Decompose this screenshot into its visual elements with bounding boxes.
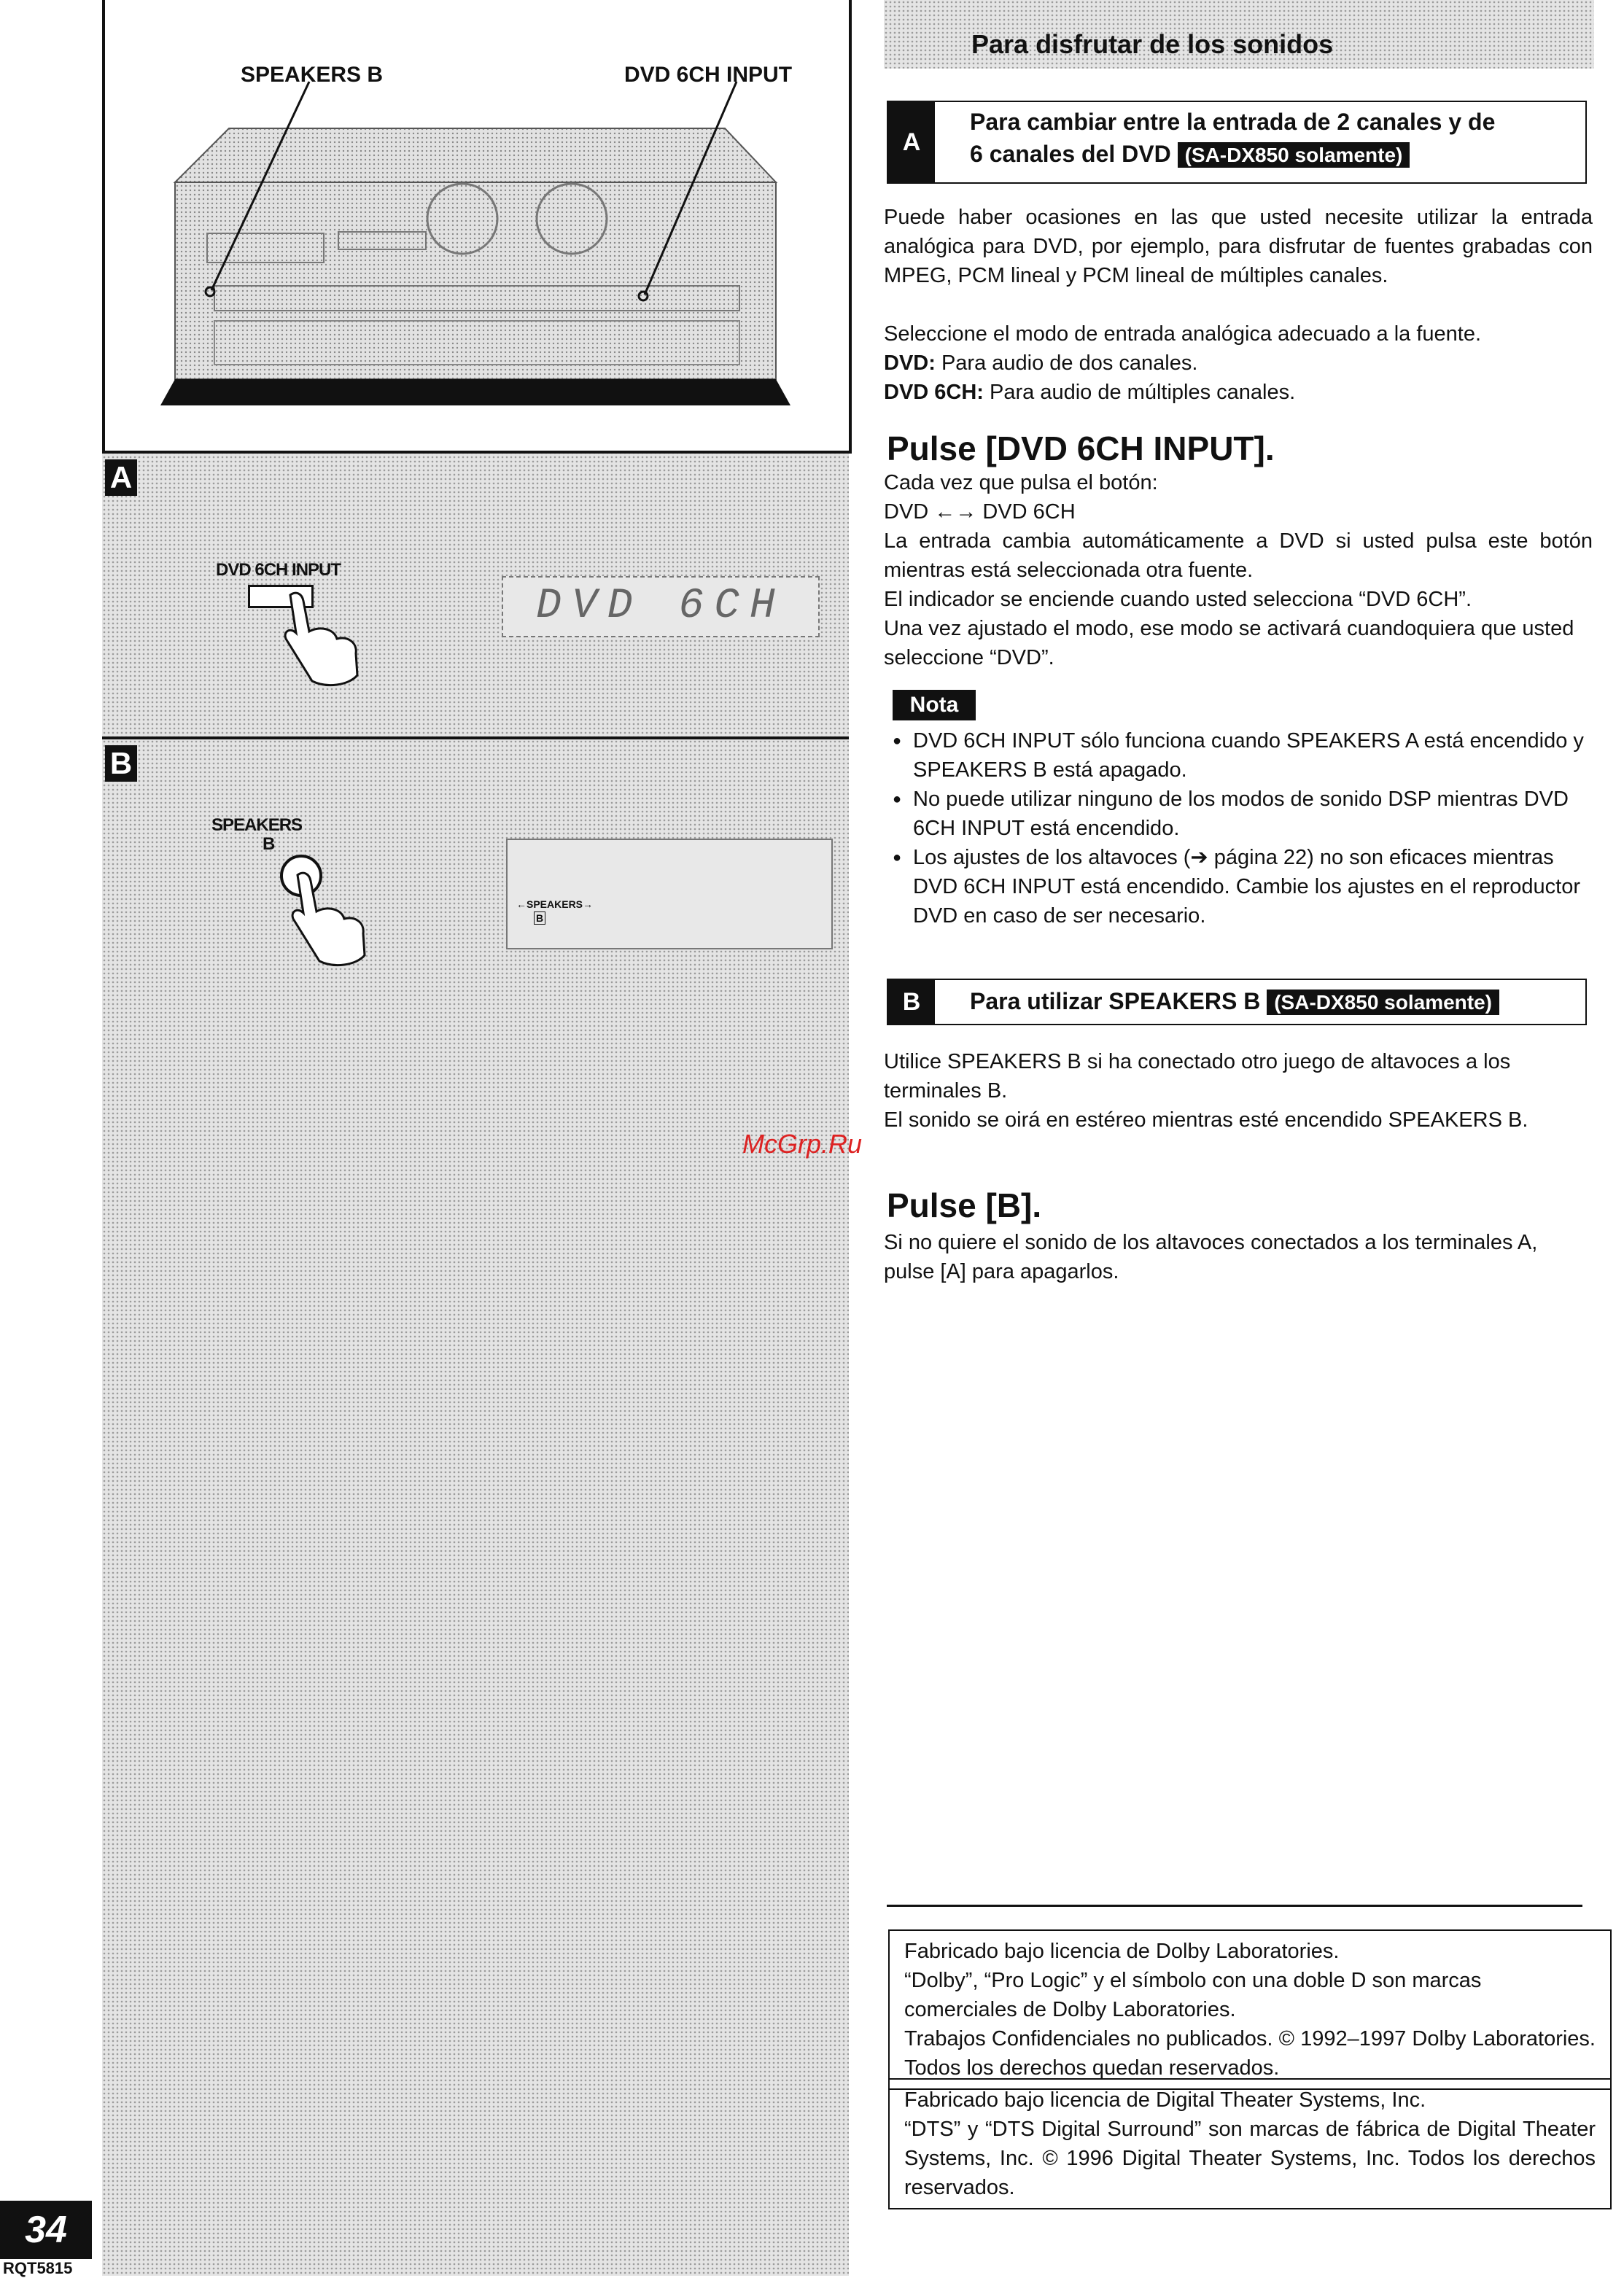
section-a-step-1: Cada vez que pulsa el botón:: [884, 471, 1158, 494]
document-code: RQT5815: [3, 2259, 73, 2277]
dts-license-box: [888, 2078, 1612, 2209]
nota-item: ● No puede utilizar ninguno de los modos de sonido DSP mientras DVD 6CH INPUT está encendido.: [891, 785, 1593, 843]
dvd6ch-desc: Para audio de múltiples canales.: [983, 381, 1296, 404]
display-speakers-text: ←SPEAKERS→: [516, 898, 594, 910]
dvd-6ch-input-button-label: DVD 6CH INPUT: [216, 560, 341, 580]
dvd-desc: Para audio de dos canales.: [935, 351, 1198, 375]
section-b-heading-text: Para utilizar SPEAKERS B: [970, 988, 1261, 1014]
section-b-paragraph-2: El sonido se oirá en estéreo mientras esté encendido SPEAKERS B.: [884, 1108, 1528, 1132]
section-a-label: A: [888, 102, 935, 182]
action-heading-a: Pulse [DVD 6CH INPUT].: [887, 429, 1275, 467]
section-b-heading: [887, 979, 1587, 1025]
page-number: 34: [0, 2201, 92, 2259]
dolby-line-1: Fabricado bajo licencia de Dolby Laboratories.: [904, 1940, 1340, 1963]
dts-line-1: Fabricado bajo licencia de Digital Theater Systems, Inc.: [904, 2088, 1426, 2112]
pointing-hand-icon: [284, 868, 379, 970]
callout-speakers-b: SPEAKERS B: [241, 63, 384, 87]
section-a-paragraph-1: Puede haber ocasiones en las que usted necesite utilizar la entrada analógica para DVD, por ejemplo, para disfrutar de fuentes grabadas con MPEG, PCM lineal y PCM lineal de múltiples canales.: [884, 206, 1593, 287]
footer-rule: [887, 1905, 1582, 1907]
nota-list: [891, 726, 1593, 930]
section-a-heading-line2: 6 canales del DVD: [970, 141, 1171, 167]
section-b-label: B: [888, 980, 935, 1024]
action-heading-b: Pulse [B].: [887, 1186, 1042, 1224]
section-a-step-3: La entrada cambia automáticamente a DVD si usted pulsa este botón mientras está seleccionada otra fuente.: [884, 529, 1593, 582]
section-a-step-5: Una vez ajustado el modo, ese modo se activará cuandoquiera que usted seleccione “DVD”.: [884, 617, 1574, 669]
section-a-heading: [887, 101, 1587, 184]
nota-item: ● Los ajustes de los altavoces (➔ página 22) no son eficaces mientras DVD 6CH INPUT está encendido. Cambie los ajustes en el reproductor DVD en caso de ser necesario.: [891, 843, 1593, 930]
dvd6ch-term: DVD 6CH:: [884, 381, 984, 404]
section-separator: [102, 736, 849, 739]
device-figure: [102, 0, 852, 454]
dvd-definition: [884, 349, 1593, 378]
watermark: McGrp.Ru: [742, 1129, 863, 1159]
dvd-term: DVD:: [884, 351, 936, 375]
section-a-heading-line1: Para cambiar entre la entrada de 2 canales y de: [970, 109, 1496, 135]
section-a-paragraph-2: Seleccione el modo de entrada analógica adecuado a la fuente.: [884, 322, 1482, 346]
receiver-illustration: [105, 0, 849, 438]
speakers-button-label: SPEAKERS: [211, 815, 303, 835]
display-speakers: [506, 839, 833, 949]
section-a-step-2: DVD ←→ DVD 6CH: [884, 500, 1076, 524]
section-a-step-4: El indicador se enciende cuando usted selecciona “DVD 6CH”.: [884, 588, 1472, 611]
section-b-step-1: Si no quiere el sonido de los altavoces conectados a los terminales A, pulse [A] para apagarlos.: [884, 1231, 1538, 1283]
nota-label: Nota: [893, 690, 976, 720]
dolby-license-box: [888, 1929, 1612, 2090]
dts-line-2: “DTS” y “DTS Digital Surround” son marcas de fábrica de Digital Theater Systems, Inc. © 1996 Digital Theater Systems, Inc. Todos los derechos reservados.: [904, 2118, 1596, 2199]
model-tag: (SA-DX850 solamente): [1267, 990, 1499, 1015]
section-b-badge: B: [105, 745, 137, 782]
section-header-bar: [884, 0, 1594, 69]
dvd6ch-definition: [884, 378, 1593, 407]
callout-dvd-6ch-input: DVD 6CH INPUT: [624, 63, 793, 87]
nota-item: ● DVD 6CH INPUT sólo funciona cuando SPEAKERS A está encendido y SPEAKERS B está apagado.: [891, 726, 1593, 785]
display-speakers-b: B: [534, 911, 545, 925]
page-section-title: Para disfrutar de los sonidos: [971, 29, 1334, 59]
section-a-badge: A: [105, 459, 137, 496]
speakers-b-button-letter: B: [263, 834, 275, 854]
pointing-hand-icon: [276, 588, 385, 690]
dolby-line-3: Trabajos Confidenciales no publicados. © 1992–1997 Dolby Laboratories. Todos los derechos quedan reservados.: [904, 2027, 1596, 2080]
dolby-line-2: “Dolby”, “Pro Logic” y el símbolo con una doble D son marcas comerciales de Dolby Laboratories.: [904, 1969, 1482, 2021]
display-dvd-6ch: DVD 6CH: [502, 576, 820, 637]
section-b-paragraph-1: Utilice SPEAKERS B si ha conectado otro juego de altavoces a los terminales B.: [884, 1050, 1511, 1103]
model-tag: (SA-DX850 solamente): [1178, 142, 1410, 168]
